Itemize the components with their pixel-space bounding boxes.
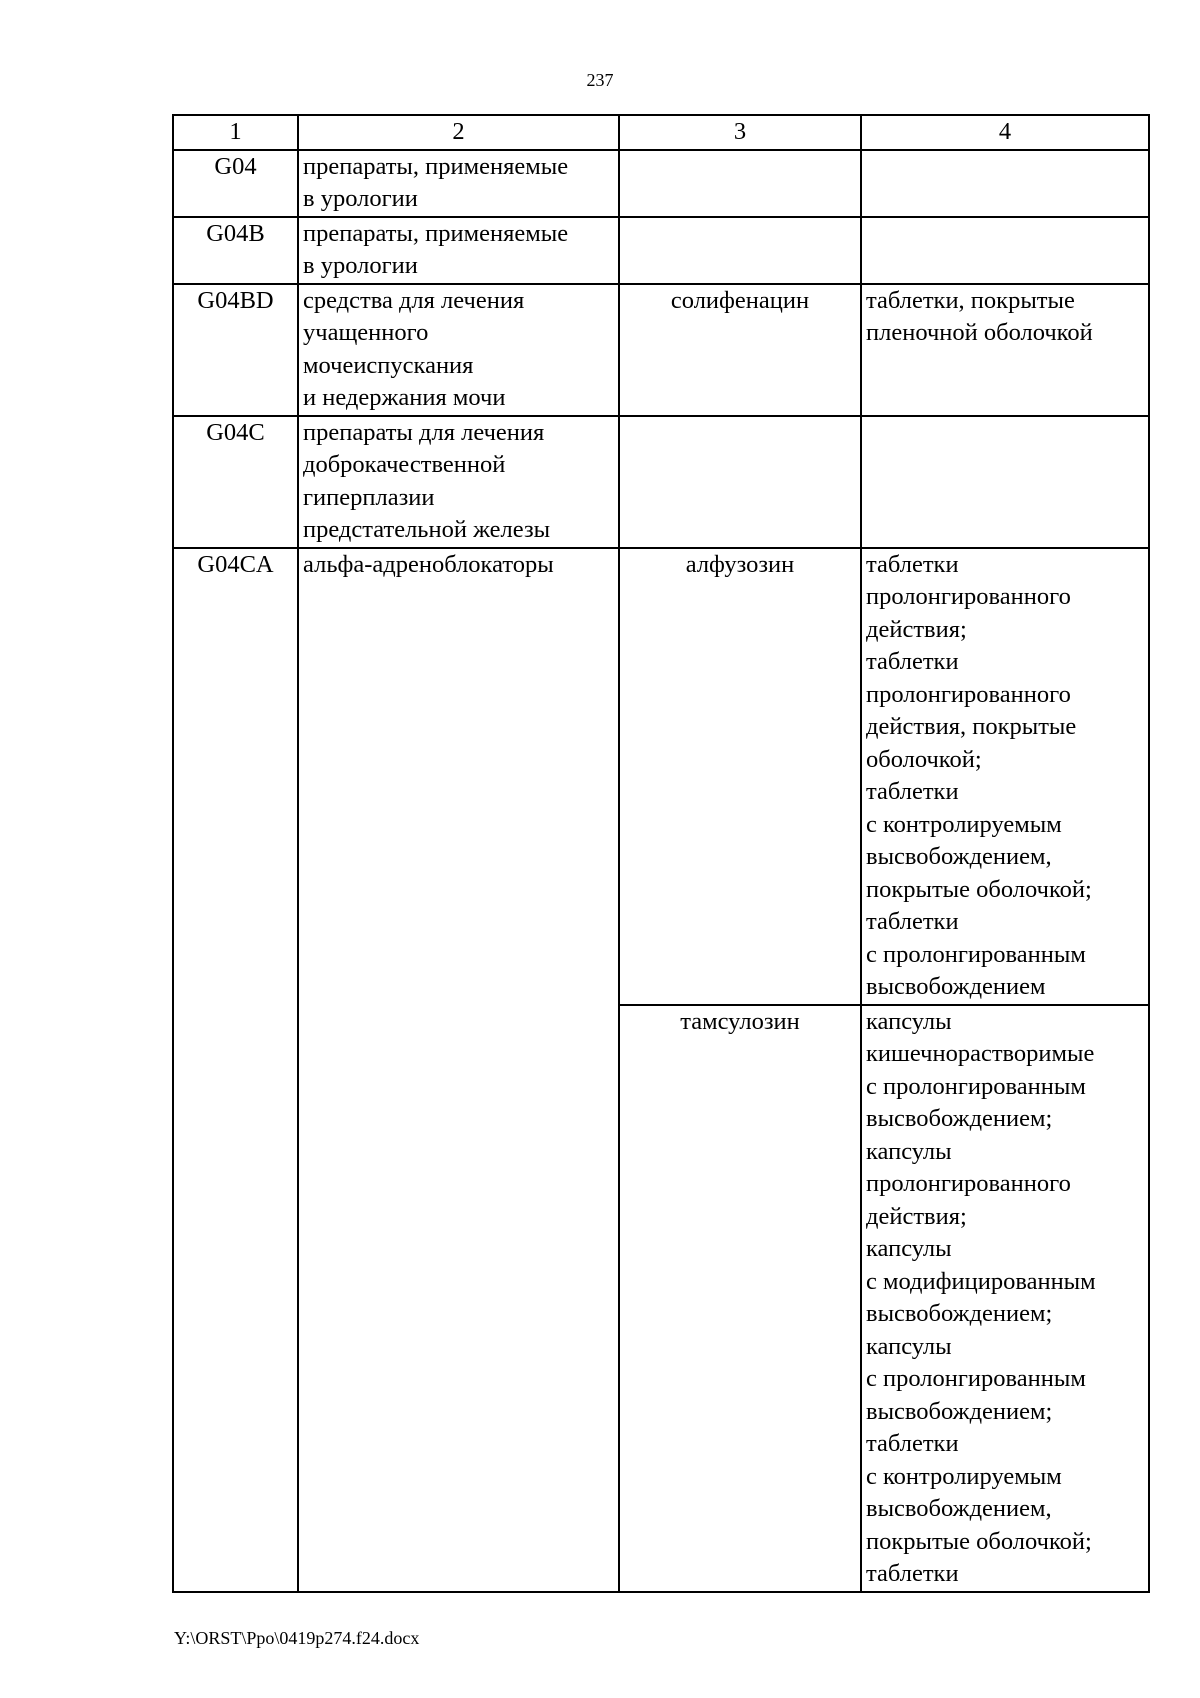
column-header-2: 2: [298, 115, 619, 150]
substance-cell: тамсулозин: [619, 1005, 861, 1592]
substance-cell: алфузозин: [619, 548, 861, 1005]
table-row: [173, 284, 1149, 416]
substance-cell: солифенацин: [619, 284, 861, 416]
atc-code-cell: G04CA: [173, 548, 298, 1592]
dosage-form-cell: таблетки пролонгированного действия; таблетки пролонгированного действия, покрытые оболочкой; таблетки с контролируемым высвобождением, покрытые оболочкой; таблетки с пролонгированным высвобождением: [861, 548, 1149, 1005]
group-name-cell: препараты, применяемые в урологии: [298, 150, 619, 217]
table-header-row: [173, 115, 1149, 150]
document-file-path: Y:\ORST\Ppo\0419p274.f24.docx: [174, 1628, 420, 1648]
column-header-3: 3: [619, 115, 861, 150]
atc-code-cell: G04BD: [173, 284, 298, 416]
table-row: [173, 217, 1149, 284]
substance-cell: [619, 217, 861, 284]
dosage-form-cell: [861, 150, 1149, 217]
table-row: [173, 416, 1149, 548]
group-name-cell: препараты, применяемые в урологии: [298, 217, 619, 284]
substance-cell: [619, 416, 861, 548]
atc-code-cell: G04B: [173, 217, 298, 284]
column-header-4: 4: [861, 115, 1149, 150]
page-number: 237: [586, 70, 614, 90]
table-row: [173, 548, 1149, 1005]
dosage-form-cell: таблетки, покрытые пленочной оболочкой: [861, 284, 1149, 416]
group-name-cell: препараты для лечения доброкачественной гиперплазии предстательной железы: [298, 416, 619, 548]
dosage-form-cell: [861, 416, 1149, 548]
column-header-1: 1: [173, 115, 298, 150]
group-name-cell: средства для лечения учащенного мочеиспускания и недержания мочи: [298, 284, 619, 416]
dosage-form-cell: капсулы кишечнорастворимые с пролонгированным высвобождением; капсулы пролонгированного действия; капсулы с модифицированным высвобождением; капсулы с пролонгированным высвобождением; таблетки с контролируемым высвобождением, покрытые оболочкой; таблетки: [861, 1005, 1149, 1592]
substance-cell: [619, 150, 861, 217]
atc-code-cell: G04C: [173, 416, 298, 548]
table-row: [173, 150, 1149, 217]
dosage-form-cell: [861, 217, 1149, 284]
drug-table: [172, 114, 1150, 1593]
atc-code-cell: G04: [173, 150, 298, 217]
group-name-cell: альфа-адреноблокаторы: [298, 548, 619, 1592]
